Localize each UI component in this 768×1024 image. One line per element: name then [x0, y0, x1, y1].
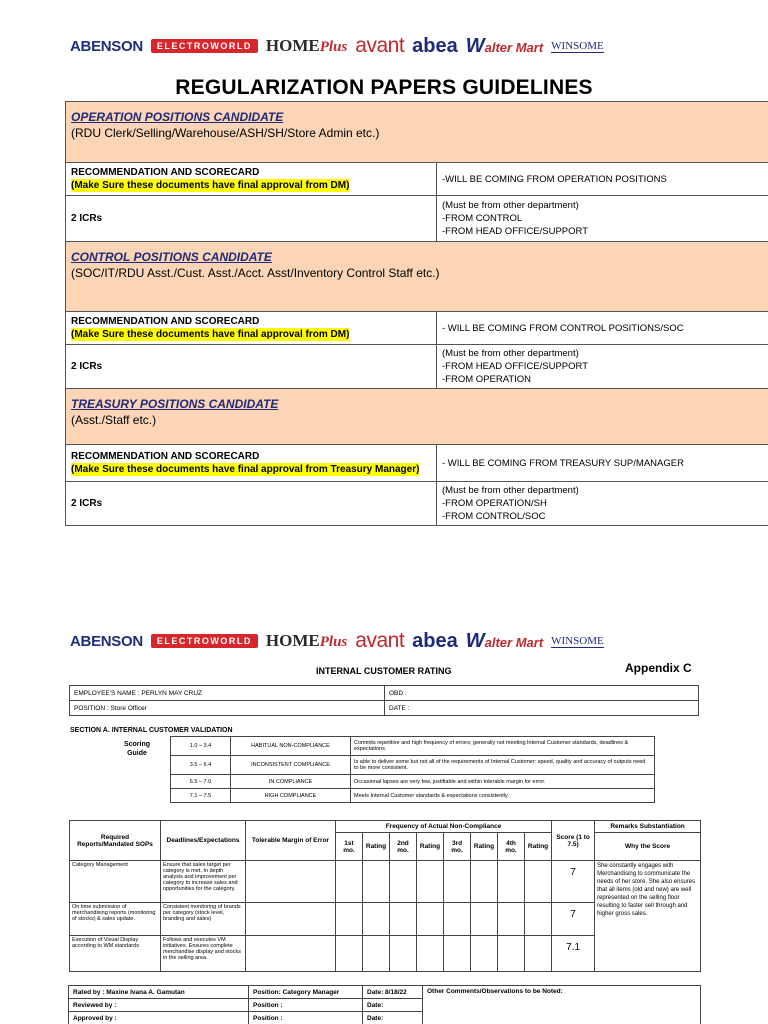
- score-value: 7: [552, 861, 595, 903]
- icr-note-line: -FROM OPERATION: [442, 374, 532, 385]
- homeplus-logo-plus: Plus: [319, 634, 348, 650]
- waltermart-logo: [466, 630, 543, 653]
- header-month-4: 4th mo.: [498, 833, 525, 861]
- abenson-logo: ABENSON: [70, 37, 143, 55]
- rated-by: Rated by : Maxine Ivana A. Gamutan: [69, 986, 249, 999]
- freq-cell: [471, 936, 498, 972]
- score-range: 3.5 – 6.4: [171, 756, 231, 775]
- employee-name: EMPLOYEE'S NAME : PERLYN MAY CRUZ: [70, 686, 385, 701]
- icr-title: INTERNAL CUSTOMER RATING: [316, 666, 452, 676]
- header-required: Required Reports/Mandated SOPs: [70, 821, 161, 861]
- header-month-3: 3rd mo.: [444, 833, 471, 861]
- recommendation-label: RECOMMENDATION AND SCORECARD: [71, 167, 260, 178]
- guidelines-table: [65, 101, 768, 526]
- recommendation-label: RECOMMENDATION AND SCORECARD: [71, 451, 260, 462]
- freq-cell: [498, 903, 525, 936]
- section-subtitle: (SOC/IT/RDU Asst./Cust. Asst./Acct. Asst/Inventory Control Staff etc.): [71, 266, 440, 280]
- header-rating: Rating: [363, 833, 390, 861]
- compliance-level: HIGH COMPLIANCE: [231, 789, 351, 803]
- homeplus-logo-home: HOME: [265, 36, 320, 55]
- icr-notes: [437, 482, 768, 526]
- approval-highlight: (Make Sure these documents have final approval from DM): [71, 329, 350, 340]
- recommendation-note: -WILL BE COMING FROM OPERATION POSITIONS: [437, 163, 768, 196]
- compliance-desc: Occasional lapses are very few, justifiable and within tolerable margin for error.: [351, 775, 655, 789]
- abea-logo: abea: [412, 629, 458, 652]
- required-report: On time submission of merchandising reports (monitoring of stocks) & sales update.: [70, 903, 161, 936]
- compliance-desc: Meets Internal Customer standards & expectations consistently: [351, 789, 655, 803]
- tolerable-cell: [246, 936, 336, 972]
- approval-highlight: (Make Sure these documents have final approval from Treasury Manager): [71, 464, 420, 475]
- icr-note-line: -FROM CONTROL: [442, 213, 523, 224]
- compliance-level: HABITUAL NON-COMPLIANCE: [231, 737, 351, 756]
- section-title: OPERATION POSITIONS CANDIDATE: [71, 110, 284, 124]
- recommendation-note: - WILL BE COMING FROM CONTROL POSITIONS/SOC: [437, 312, 768, 345]
- score-value: 7: [552, 903, 595, 936]
- approved-by: Approved by :: [69, 1012, 249, 1024]
- compliance-table: [69, 820, 701, 972]
- freq-cell: [336, 861, 363, 903]
- section-header-treasury: [66, 389, 768, 445]
- header-rating: Rating: [471, 833, 498, 861]
- date-field: DATE :: [385, 701, 699, 716]
- signatures-table: [68, 985, 701, 1024]
- freq-cell: [471, 903, 498, 936]
- homeplus-logo-plus: Plus: [319, 39, 348, 55]
- electroworld-logo: ELECTROWORLD: [151, 634, 258, 648]
- freq-cell: [390, 861, 417, 903]
- freq-cell: [498, 936, 525, 972]
- section-title: CONTROL POSITIONS CANDIDATE: [71, 250, 272, 264]
- reviewed-by: Reviewed by :: [69, 999, 249, 1012]
- avant-logo: avant: [355, 629, 405, 652]
- electroworld-logo: ELECTROWORLD: [151, 39, 258, 53]
- recommendation-cell: [66, 445, 437, 482]
- header-score: Score (1 to 7.5): [552, 821, 595, 861]
- freq-cell: [417, 861, 444, 903]
- waltermart-logo-w: W: [465, 629, 485, 652]
- tolerable-cell: [246, 903, 336, 936]
- deadline-expectation: Follows and executes VM initiatives. Ensures complete merchandise display and stocks in the selling area.: [161, 936, 246, 972]
- approval-highlight: (Make Sure these documents have final approval from DM): [71, 180, 350, 191]
- freq-cell: [336, 936, 363, 972]
- deadline-expectation: Ensure that sales target per category is met. In depth analysis and improvement per category to increase sales and opportunities for the category.: [161, 861, 246, 903]
- icr-note-line: -FROM HEAD OFFICE/SUPPORT: [442, 226, 589, 237]
- header-tolerable: Tolerable Margin of Error: [246, 821, 336, 861]
- icr-label: 2 ICRs: [66, 482, 437, 526]
- waltermart-logo: [466, 35, 543, 58]
- deadline-expectation: Consistent monitoring of brands per category (stock level, branding and sales): [161, 903, 246, 936]
- score-range: 1.0 – 3.4: [171, 737, 231, 756]
- freq-cell: [417, 903, 444, 936]
- header-deadlines: Deadlines/Expectations: [161, 821, 246, 861]
- icr-note-line: -FROM HEAD OFFICE/SUPPORT: [442, 361, 589, 372]
- icr-notes: [437, 196, 768, 242]
- obd-field: OBD :: [385, 686, 699, 701]
- header-remarks: Remarks Substantiation: [595, 821, 701, 833]
- icr-note-line: (Must be from other department): [442, 485, 579, 496]
- section-subtitle: (RDU Clerk/Selling/Warehouse/ASH/SH/Store Admin etc.): [71, 126, 380, 140]
- score-range: 6.5 – 7.0: [171, 775, 231, 789]
- avant-logo: avant: [355, 34, 405, 57]
- approved-date: Date:: [363, 1012, 423, 1024]
- abea-logo: abea: [412, 34, 458, 57]
- freq-cell: [444, 861, 471, 903]
- icr-notes: [437, 345, 768, 389]
- scoring-guide-table: [170, 736, 655, 803]
- brand-logo-strip: [70, 629, 700, 653]
- abenson-logo: ABENSON: [70, 632, 143, 650]
- appendix-label: Appendix C: [625, 661, 692, 675]
- recommendation-note: - WILL BE COMING FROM TREASURY SUP/MANAGER: [437, 445, 768, 482]
- rated-date: Date: 8/18/22: [363, 986, 423, 999]
- recommendation-cell: [66, 163, 437, 196]
- icr-note-line: -FROM CONTROL/SOC: [442, 511, 546, 522]
- brand-logo-strip: [70, 34, 700, 58]
- employee-info-table: [69, 685, 699, 716]
- recommendation-label: RECOMMENDATION AND SCORECARD: [71, 316, 260, 327]
- winsome-logo: WINSOME: [551, 634, 604, 647]
- icr-label: 2 ICRs: [66, 345, 437, 389]
- section-header-control: [66, 242, 768, 312]
- freq-cell: [390, 903, 417, 936]
- homeplus-logo: [266, 631, 347, 651]
- header-why: Why the Score: [595, 833, 701, 861]
- section-title: TREASURY POSITIONS CANDIDATE: [71, 397, 279, 411]
- compliance-desc: Is able to deliver some but not all of the requirements of Internal Customer: speed, quality and accuracy of outputs need to be more consistent.: [351, 756, 655, 775]
- score-range: 7.1 – 7.5: [171, 789, 231, 803]
- freq-cell: [363, 936, 390, 972]
- header-month-2: 2nd mo.: [390, 833, 417, 861]
- freq-cell: [525, 936, 552, 972]
- tolerable-cell: [246, 861, 336, 903]
- compliance-desc: Commits repetitive and high frequency of errors; generally not meeting Internal Customer standards, deadlines & expectations.: [351, 737, 655, 756]
- required-report: Execution of Visual Display according to WM standards: [70, 936, 161, 972]
- remarks-text: She constantly engages with Merchandising to communicate the needs of her store. She also ensures that all items (old and new) are well represented on the selling floor resulting to faster sell through and higher gross sales.: [595, 861, 701, 972]
- homeplus-logo: [266, 36, 347, 56]
- freq-cell: [498, 861, 525, 903]
- employee-position: POSITION : Store Officer: [70, 701, 385, 716]
- section-a-title: SECTION A. INTERNAL CUSTOMER VALIDATION: [70, 727, 233, 734]
- reviewed-position: Position :: [249, 999, 363, 1012]
- score-value: 7.1: [552, 936, 595, 972]
- freq-cell: [525, 903, 552, 936]
- header-month-1: 1st mo.: [336, 833, 363, 861]
- freq-cell: [471, 861, 498, 903]
- freq-cell: [363, 903, 390, 936]
- freq-cell: [363, 861, 390, 903]
- header-rating: Rating: [417, 833, 444, 861]
- freq-cell: [444, 903, 471, 936]
- waltermart-logo-rest: alter Mart: [484, 39, 544, 55]
- approved-position: Position :: [249, 1012, 363, 1024]
- required-report: Category Management: [70, 861, 161, 903]
- scoring-guide-label: Scoring Guide: [123, 741, 151, 757]
- compliance-level: IN COMPLIANCE: [231, 775, 351, 789]
- icr-label: 2 ICRs: [66, 196, 437, 242]
- other-comments: Other Comments/Observations to be Noted:: [423, 986, 701, 1024]
- waltermart-logo-rest: alter Mart: [484, 634, 544, 650]
- winsome-logo: WINSOME: [551, 39, 604, 52]
- homeplus-logo-home: HOME: [265, 631, 320, 650]
- icr-note-line: (Must be from other department): [442, 348, 579, 359]
- page-title: REGULARIZATION PAPERS GUIDELINES: [175, 76, 593, 99]
- table-row: [70, 861, 701, 903]
- recommendation-cell: [66, 312, 437, 345]
- icr-note-line: (Must be from other department): [442, 200, 579, 211]
- freq-cell: [390, 936, 417, 972]
- freq-cell: [444, 936, 471, 972]
- waltermart-logo-w: W: [465, 34, 485, 57]
- freq-cell: [336, 903, 363, 936]
- freq-cell: [525, 861, 552, 903]
- section-subtitle: (Asst./Staff etc.): [71, 413, 157, 427]
- freq-cell: [417, 936, 444, 972]
- header-frequency: Frequency of Actual Non-Compliance: [336, 821, 552, 833]
- reviewed-date: Date:: [363, 999, 423, 1012]
- rated-position: Position: Category Manager: [249, 986, 363, 999]
- icr-note-line: -FROM OPERATION/SH: [442, 498, 547, 509]
- compliance-level: INCONSISTENT COMPLIANCE: [231, 756, 351, 775]
- header-rating: Rating: [525, 833, 552, 861]
- section-header-operation: [66, 102, 768, 163]
